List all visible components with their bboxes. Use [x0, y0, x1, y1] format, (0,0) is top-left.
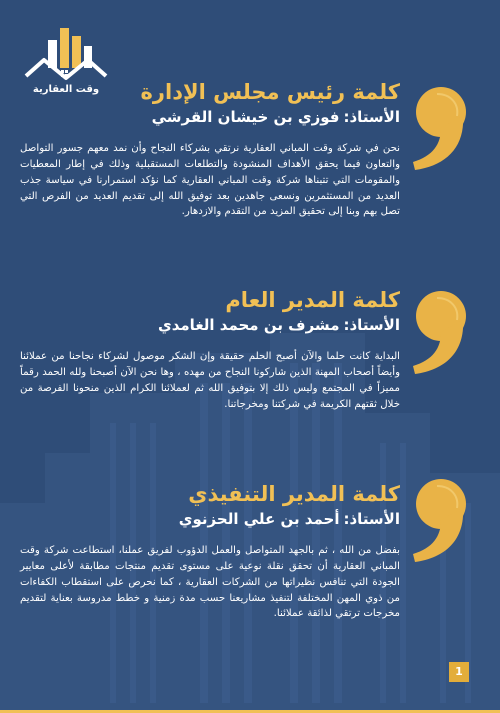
person-name: أحمد بن علي الحزنوي: [178, 510, 340, 529]
section-body: البداية كانت حلما والآن أصبح الحلم حقيقة وإن الشكر موصول لشركاء نجاحنا من عملائنا وأيضاً أصحاب المهنة الذين شاركونا النجاح من مهده ، وها نحن الآن أصبحنا ولله الحمد رقماً مميزاً في المجتمع وليس ذلك إلا بتوفيق الله ثم لعملائنا الكرام الذين منحونا الفرصة من خلال ثقتهم الكريمة في شركتنا ومخرجاتنا.: [20, 351, 400, 410]
executive-director-message-section: [20, 482, 400, 622]
page-number-badge: 1: [449, 662, 469, 682]
person-name: مشرف بن محمد الغامدي: [157, 316, 340, 335]
section-title: كلمة المدير العام: [225, 288, 400, 312]
section-title: كلمة المدير التنفيذي: [188, 482, 400, 506]
quote-mark-icon: [397, 82, 487, 172]
quote-mark-icon: [397, 474, 487, 564]
person-label: الأستاذ:: [343, 510, 400, 529]
section-body: بفضل من الله ، ثم بالجهد المتواصل والعمل الدؤوب لفريق عملنا، استطاعت شركة وقت المباني العقارية أن تحقق نقلة نوعية على مستوى تقديم منتجات مطابقة لأعلى معايير الجودة التي تنافس نظيراتها من الشركات العقارية ، كما نحرص على استقطاب الكفاءات من ذوي المهن المختلفة لتنفيذ مشاريعنا حسب مدة زمنية و خطط مدروسة بعناية لتقديم مخرجات ترتقي لذائقة عملائنا.: [20, 545, 400, 620]
section-title: كلمة رئيس مجلس الإدارة: [140, 80, 400, 104]
person-label: الأستاذ:: [343, 108, 400, 127]
general-manager-message-section: [20, 288, 400, 412]
person-line: [20, 316, 400, 334]
building-logo-icon: [24, 24, 108, 84]
chairman-message-section: [20, 80, 400, 220]
person-label: الأستاذ:: [343, 316, 400, 335]
person-name: فوزي بن خيشان القرشي: [151, 108, 340, 127]
quote-mark-icon: [397, 286, 487, 376]
person-line: [20, 510, 400, 528]
section-body: نحن في شركة وقت المباني العقارية نرتقي بشركاء النجاح وأن نمد معهم جسور التواصل والتعاون فيما يحقق الأهداف المنشودة والتطلعات المستقبلية وذلك في إطار المعطيات والمقومات التي تتبناها شركة وقت المباني العقارية كما نؤكد استمرارنا في سياسة جذب العديد من المستثمرين ونسعى جاهدين بعد توفيق الله إلى تقديم العديد من الفرص التي تصل بهم وبنا إلى تحقيق المزيد من التقدم والازدهار.: [20, 143, 400, 218]
person-line: [20, 108, 400, 126]
logo-text: وقت العقارية: [32, 84, 100, 95]
